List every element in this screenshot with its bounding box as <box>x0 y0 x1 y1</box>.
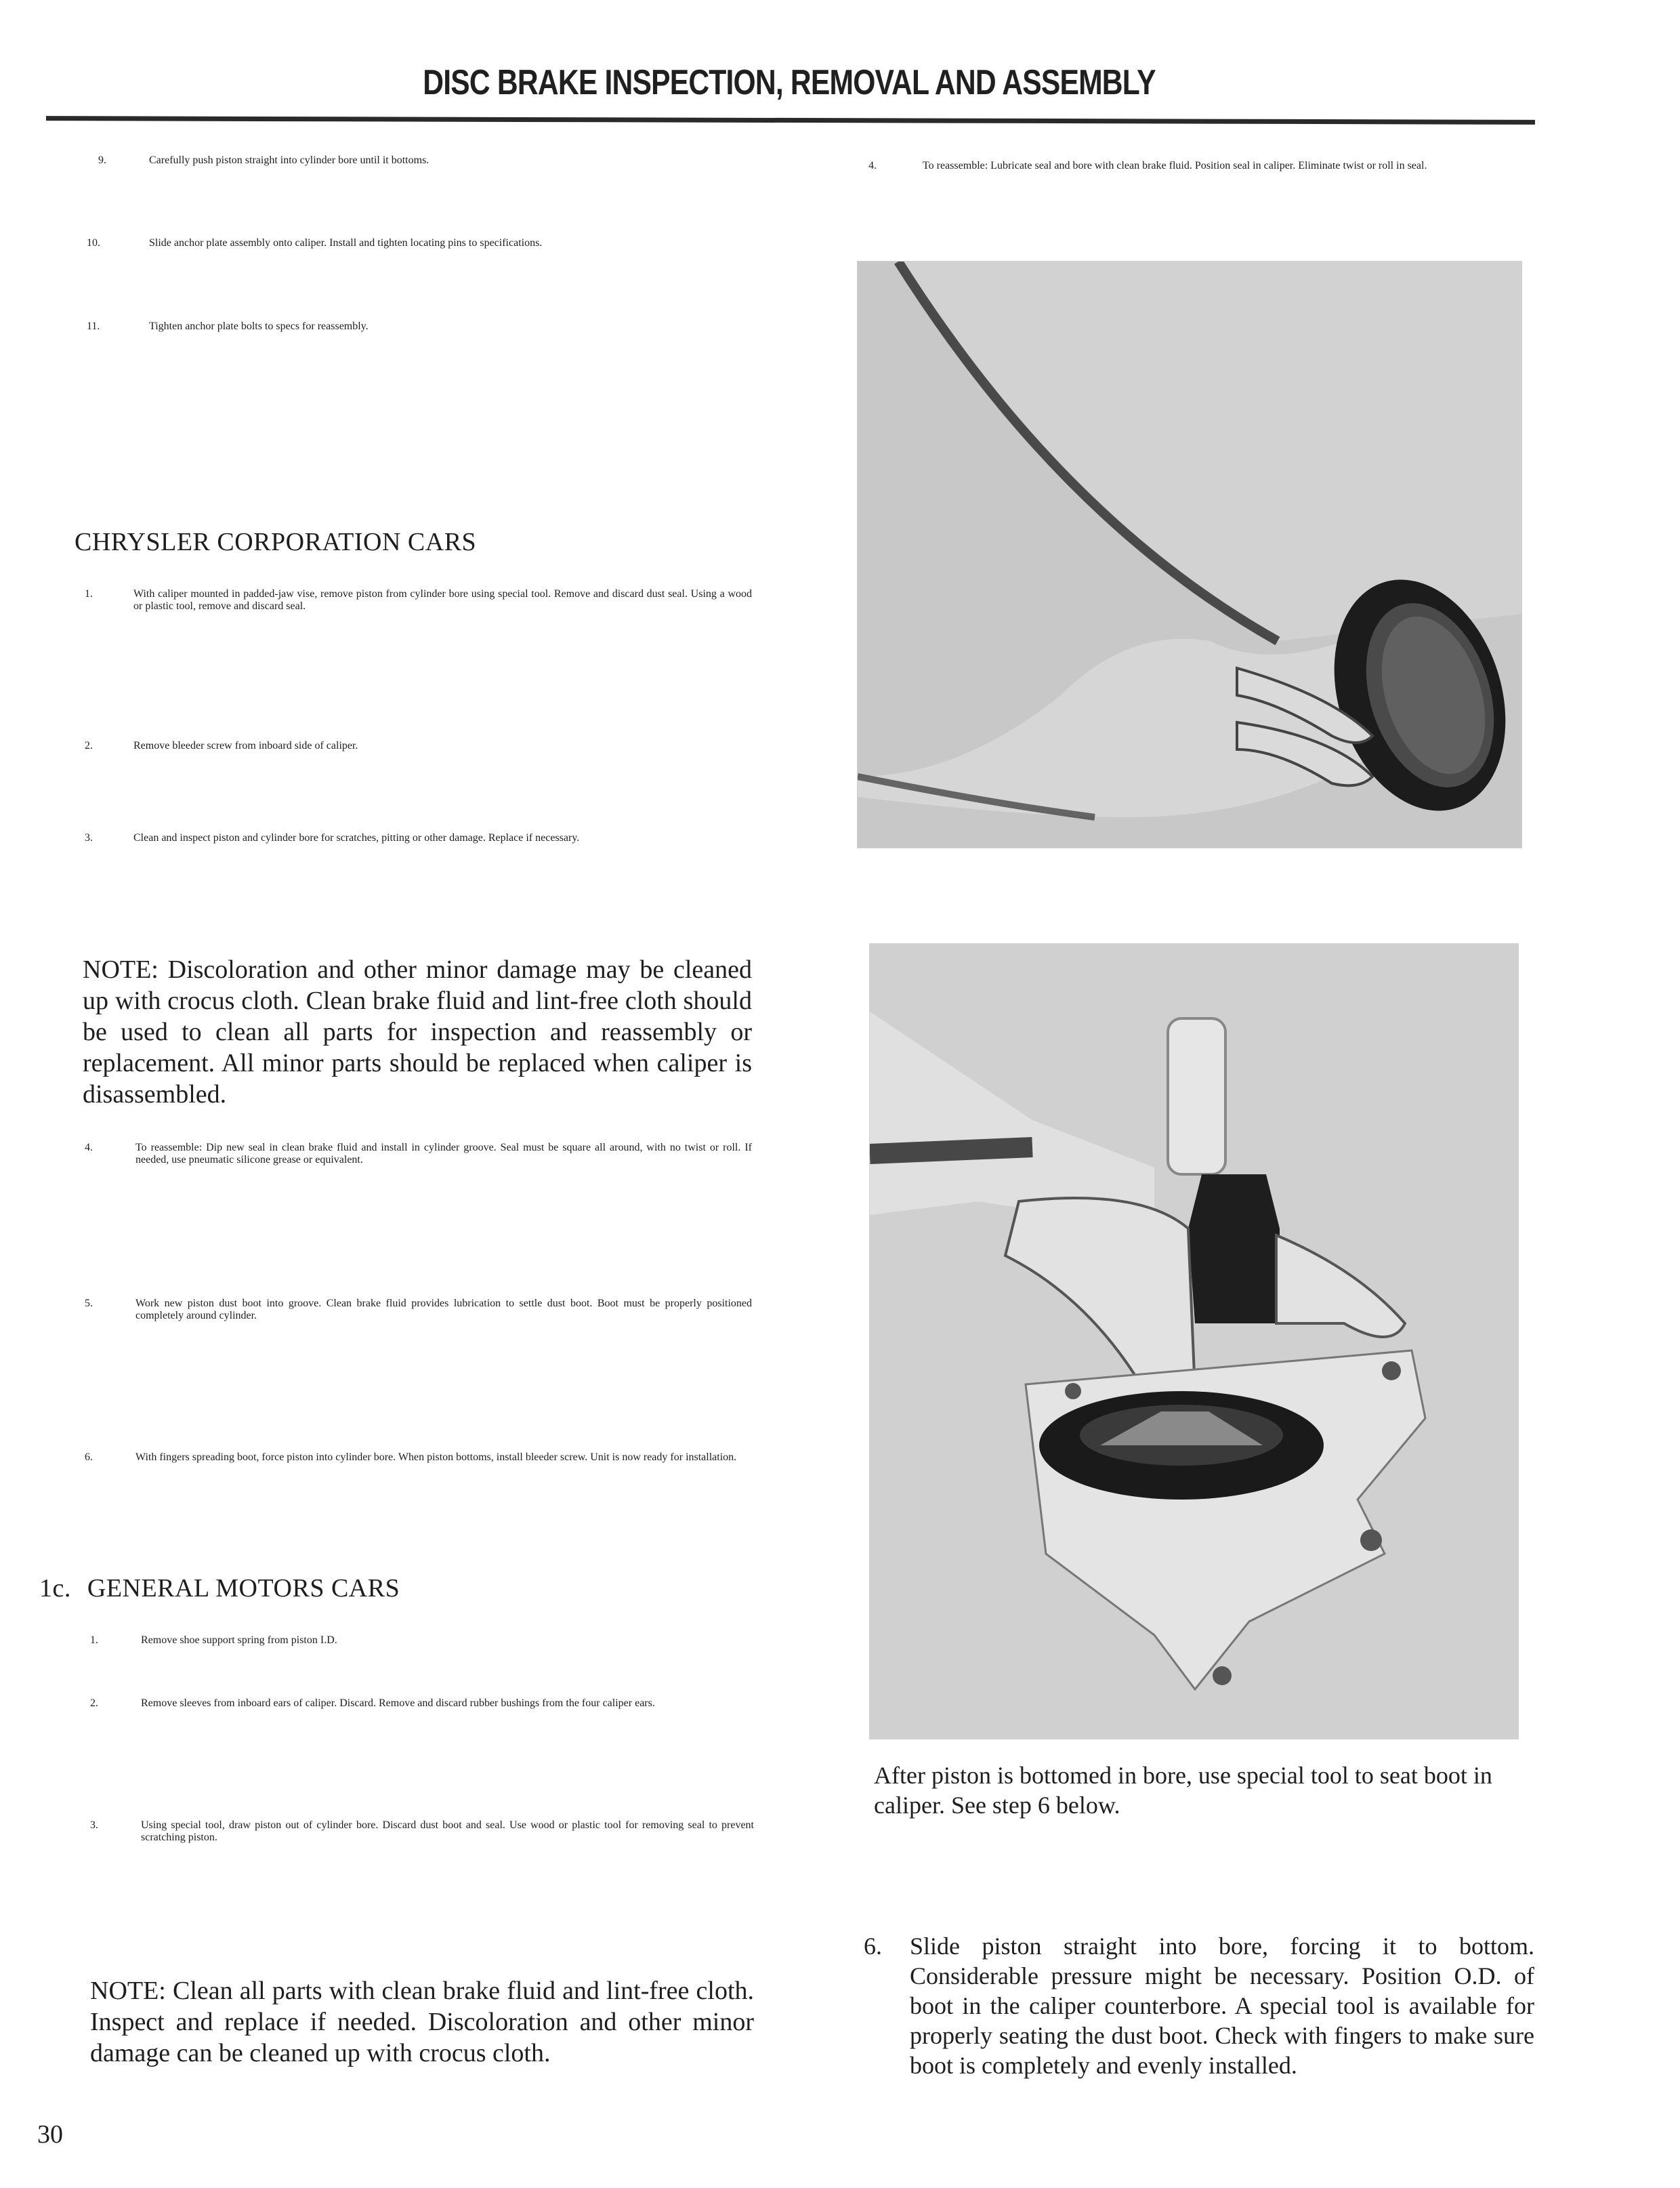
step-number: 3. <box>85 832 93 844</box>
header-rule <box>46 116 1535 125</box>
photo-caption: After piston is bottomed in bore, use special tool to seat boot in caliper. See step 6 below. <box>874 1762 1492 1819</box>
step-number: 9. <box>98 154 106 166</box>
gm-step-3 <box>90 1819 754 1844</box>
section-number: 1c. <box>39 1574 71 1603</box>
photo-seal-positioning <box>857 261 1522 848</box>
tool-caliper-illustration-icon <box>870 944 1518 1739</box>
step-text: Clean and inspect piston and cylinder bore for scratches, pitting or other damage. Replace if necessary. <box>133 832 580 844</box>
section-heading-chrysler: CHRYSLER CORPORATION CARS <box>75 528 477 556</box>
chrysler-step-5 <box>85 1298 752 1322</box>
step-number: 10. <box>87 237 100 249</box>
right-step-6 <box>864 1931 1534 2080</box>
step-number: 2. <box>85 740 93 751</box>
step-text: With caliper mounted in padded-jaw vise, remove piston from cylinder bore using special tool. Remove and discard dust seal. Using a wood or plastic tool, remove and discard seal. <box>133 588 752 612</box>
section-heading-gm <box>39 1573 400 1603</box>
step-text: Remove shoe support spring from piston I.D. <box>141 1634 337 1646</box>
step-text: To reassemble: Dip new seal in clean brake fluid and install in cylinder groove. Seal must be square all around, with no twist or roll. If needed, use pneumatic silicone grease or equivalent. <box>135 1142 752 1165</box>
step-number: 5. <box>85 1298 93 1309</box>
chrysler-step-4 <box>85 1142 752 1166</box>
step-text: With fingers spreading boot, force piston into cylinder bore. When piston bottoms, install bleeder screw. Unit is now ready for installation. <box>135 1451 737 1463</box>
right-step-4 <box>868 160 1536 172</box>
step-number: 11. <box>87 321 100 332</box>
step-9 <box>98 154 752 167</box>
step-text: Carefully push piston straight into cylinder bore until it bottoms. <box>149 154 429 166</box>
step-number: 3. <box>90 1819 98 1831</box>
step-text: Using special tool, draw piston out of cylinder bore. Discard dust boot and seal. Use wood or plastic tool for removing seal to prevent scratching piston. <box>141 1819 754 1843</box>
chrysler-step-6 <box>85 1451 752 1464</box>
step-text: Slide anchor plate assembly onto caliper. Install and tighten locating pins to specifications. <box>149 237 543 249</box>
step-number: 6. <box>85 1451 93 1463</box>
chrysler-step-2 <box>85 740 752 752</box>
step-text: To reassemble: Lubricate seal and bore with clean brake fluid. Position seal in caliper. Eliminate twist or roll in seal. <box>923 160 1427 171</box>
step-text: Slide piston straight into bore, forcing it to bottom. Considerable pressure might be necessary. Position O.D. of boot in the caliper counterbore. A special tool is available for properly seating the dust boot. Check with fingers to make sure boot is completely and evenly installed. <box>910 1933 1534 2079</box>
hand-seal-illustration-icon <box>858 262 1521 848</box>
page-title: DISC BRAKE INSPECTION, REMOVAL AND ASSEMBLY <box>423 63 1156 102</box>
chrysler-step-1 <box>85 588 752 613</box>
step-11 <box>87 321 752 333</box>
step-text: Remove sleeves from inboard ears of caliper. Discard. Remove and discard rubber bushings from the four caliper ears. <box>141 1697 655 1709</box>
step-text: Work new piston dust boot into groove. Clean brake fluid provides lubrication to settle dust boot. Boot must be properly positioned completely around cylinder. <box>135 1298 752 1321</box>
step-number: 2. <box>90 1697 98 1709</box>
gm-step-1 <box>90 1634 754 1647</box>
step-number: 6. <box>864 1933 882 1960</box>
gm-step-2 <box>90 1697 754 1710</box>
step-number: 4. <box>85 1142 93 1153</box>
gm-note: NOTE: Clean all parts with clean brake fluid and lint-free cloth. Inspect and replace if needed. Discoloration and other minor damage can be cleaned up with crocus cloth. <box>90 1977 754 2067</box>
step-number: 4. <box>868 160 877 171</box>
step-number: 1. <box>85 588 93 600</box>
photo-boot-seating-tool <box>869 943 1519 1739</box>
step-text: Tighten anchor plate bolts to specs for reassembly. <box>149 321 369 332</box>
step-number: 1. <box>90 1634 98 1646</box>
page-number: 30 <box>37 2120 63 2149</box>
section-title: GENERAL MOTORS CARS <box>87 1574 400 1603</box>
step-10 <box>87 237 752 249</box>
chrysler-step-3 <box>85 832 752 844</box>
chrysler-note: NOTE: Discoloration and other minor damage may be cleaned up with crocus cloth. Clean brake fluid and lint-free cloth should be used to clean all parts for inspection and reassembly or replacement. All minor parts should be replaced when caliper is disassembled. <box>83 955 752 1109</box>
step-text: Remove bleeder screw from inboard side of caliper. <box>133 740 358 751</box>
